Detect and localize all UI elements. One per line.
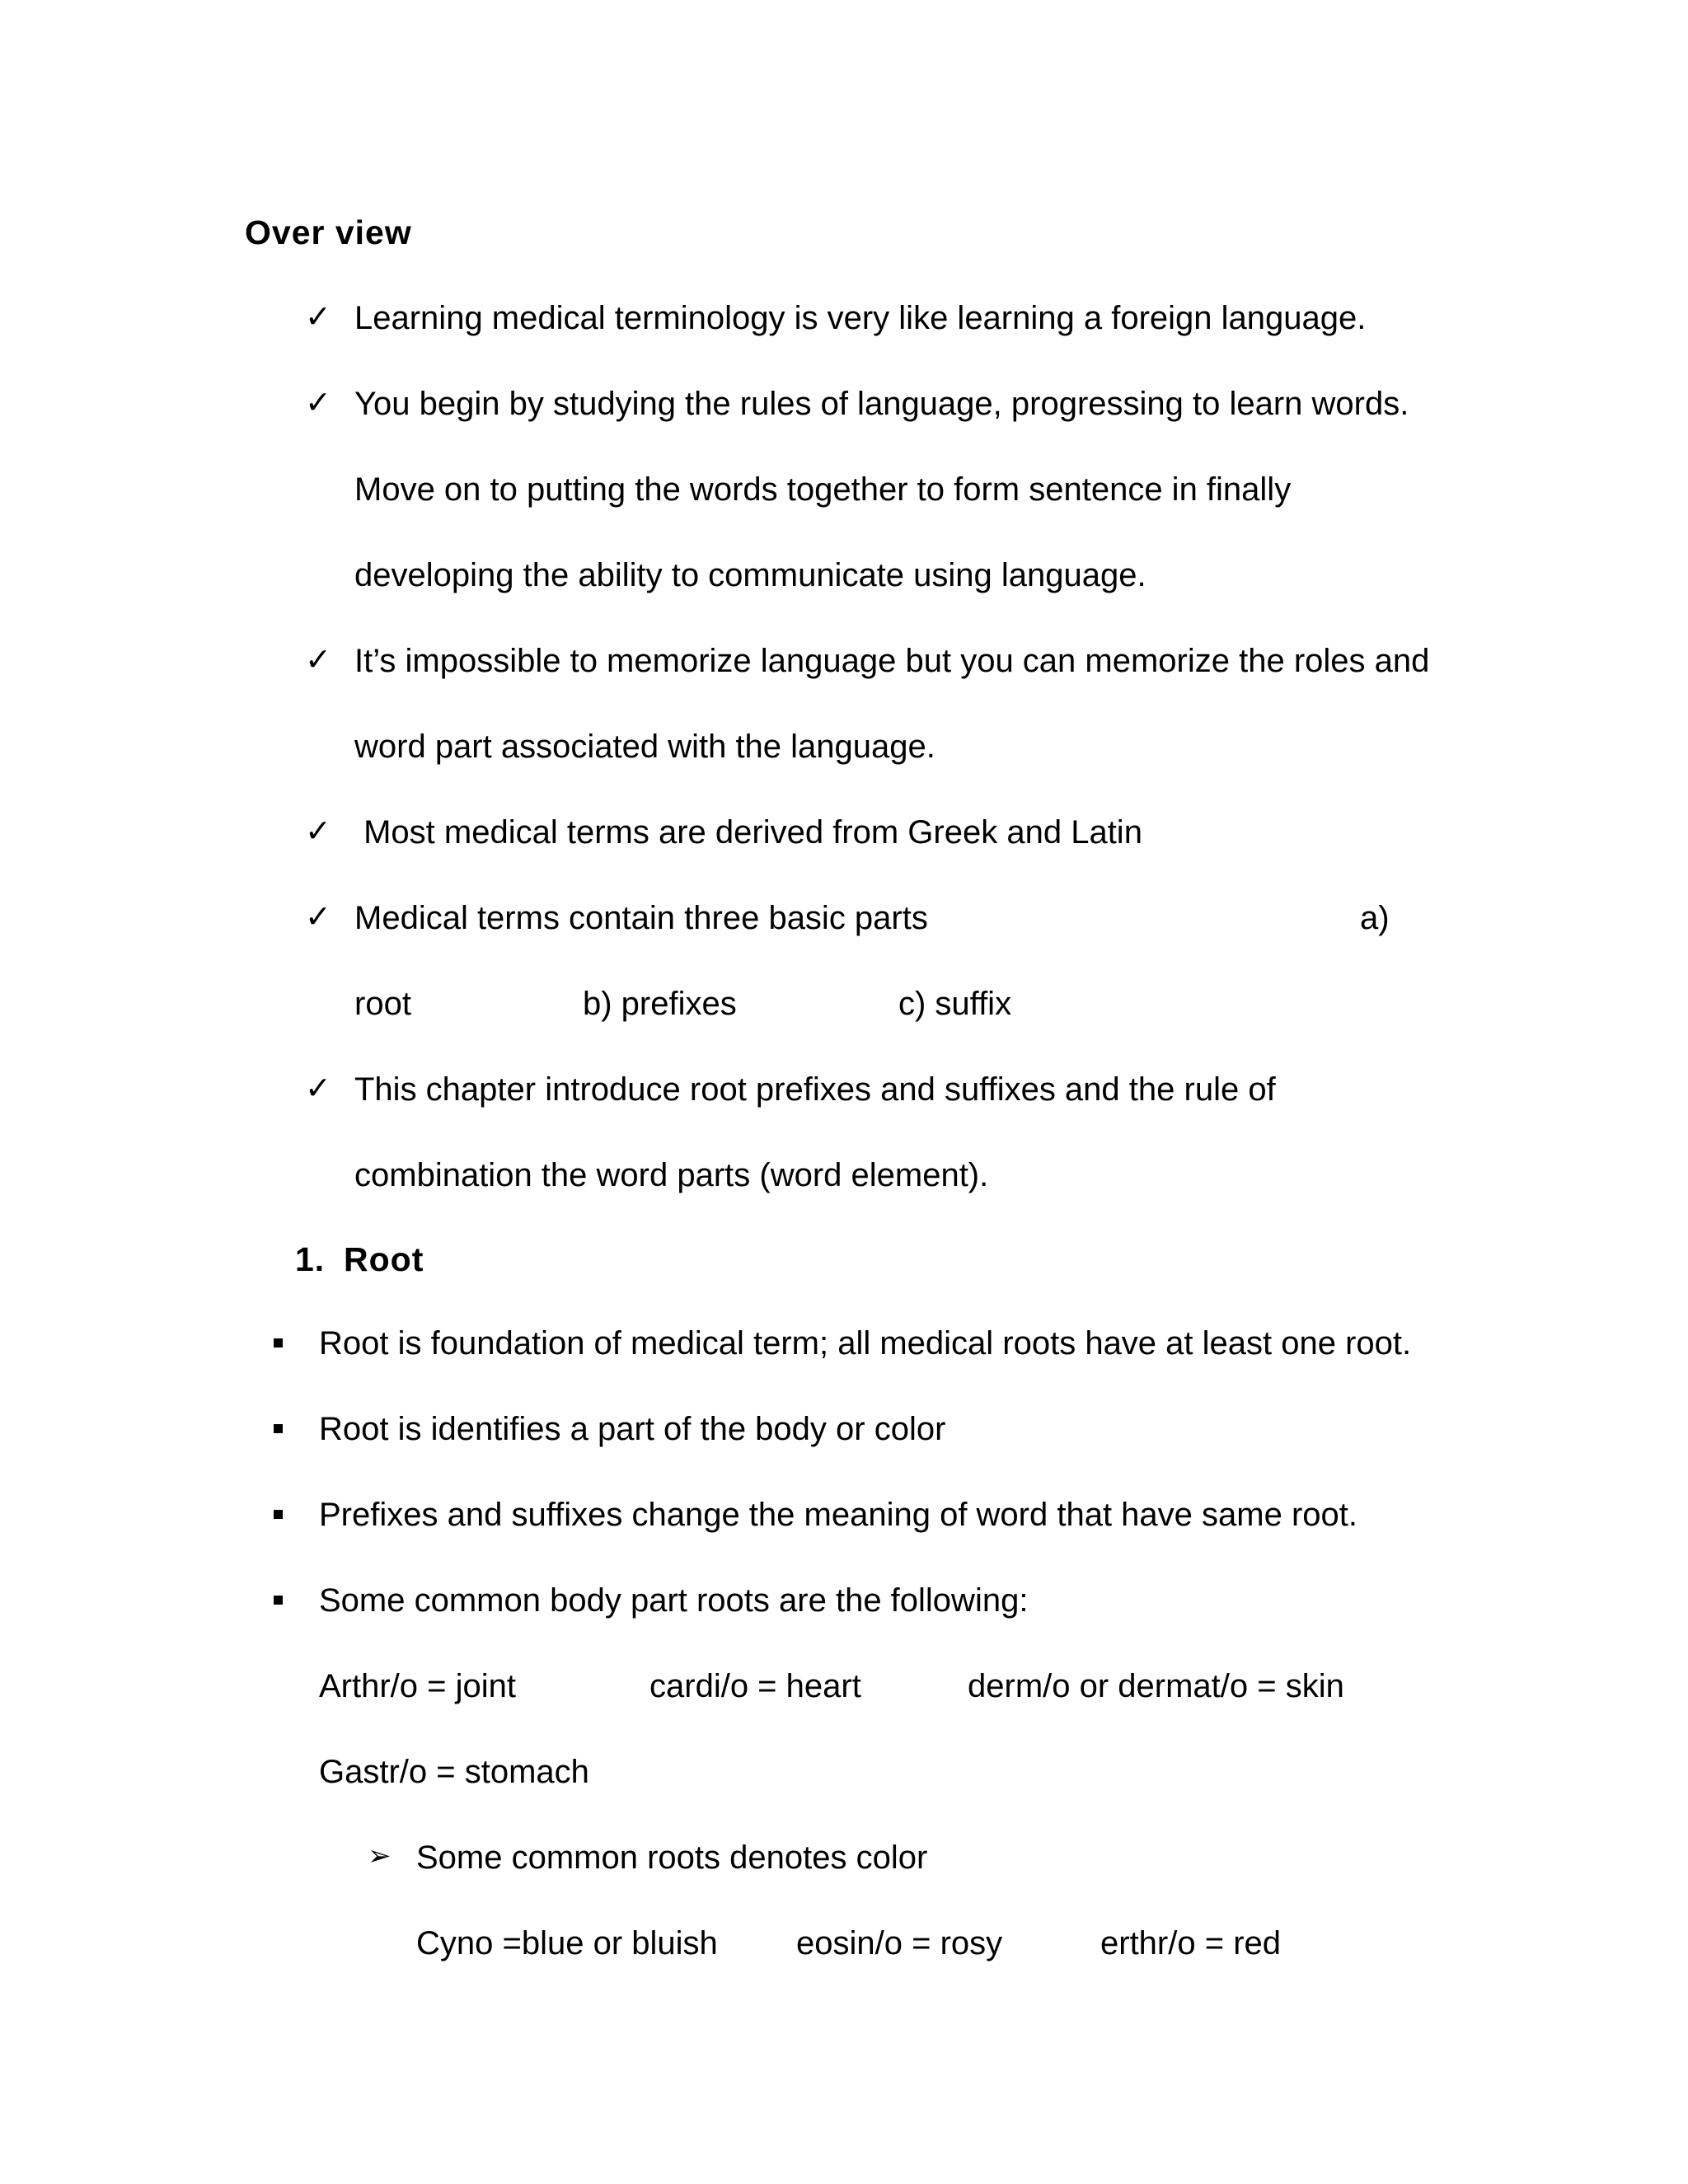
square-bullet-icon (274, 1510, 283, 1519)
square-bullet-icon (274, 1596, 283, 1605)
color-roots-intro: Some common roots denotes color (416, 1840, 928, 1876)
root-example-arthro: Arthr/o = joint (319, 1668, 517, 1704)
root-heading: Root (344, 1240, 424, 1278)
checkmark-icon: ✓ (305, 1070, 331, 1106)
overview-item-3-line-1: It’s impossible to memorize language but you can memorize the roles and (354, 643, 1430, 679)
overview-heading: Over view (245, 213, 412, 251)
square-bullet-icon (274, 1338, 283, 1347)
overview-item-5-part-a: a) (1360, 900, 1390, 936)
square-bullet-icon (274, 1424, 283, 1433)
color-root-eosino: eosin/o = rosy (796, 1925, 1003, 1961)
root-example-cardio: cardi/o = heart (649, 1668, 861, 1704)
overview-item-2-line-2: Move on to putting the words together to form sentence in finally (354, 471, 1292, 508)
root-example-gastro: Gastr/o = stomach (319, 1754, 589, 1790)
root-item-2: Root is identifies a part of the body or color (319, 1411, 946, 1447)
overview-item-5-root: root (354, 986, 411, 1022)
root-item-4: Some common body part roots are the following: (319, 1582, 1029, 1619)
overview-item-5-line-1: Medical terms contain three basic parts (354, 900, 928, 936)
root-heading-number: 1. (295, 1240, 326, 1278)
overview-item-3-line-2: word part associated with the language. (354, 729, 935, 765)
overview-item-5-prefixes: b) prefixes (583, 986, 737, 1022)
overview-item-1-line-1: Learning medical terminology is very like learning a foreign language. (354, 300, 1367, 336)
arrow-bullet-icon: ➢ (368, 1840, 392, 1872)
color-root-erthro: erthr/o = red (1100, 1925, 1282, 1961)
overview-item-6-line-2: combination the word parts (word element). (354, 1157, 989, 1193)
checkmark-icon: ✓ (305, 898, 331, 935)
overview-item-5-suffix: c) suffix (898, 986, 1012, 1022)
checkmark-icon: ✓ (305, 298, 331, 335)
checkmark-icon: ✓ (305, 641, 331, 677)
root-item-3: Prefixes and suffixes change the meaning of word that have same root. (319, 1497, 1357, 1533)
root-item-1: Root is foundation of medical term; all medical roots have at least one root. (319, 1325, 1412, 1361)
overview-item-6-line-1: This chapter introduce root prefixes and suffixes and the rule of (354, 1071, 1276, 1108)
color-root-cyno: Cyno =blue or bluish (416, 1925, 718, 1961)
overview-item-2-line-1: You begin by studying the rules of language, progressing to learn words. (354, 386, 1409, 422)
root-example-dermo: derm/o or dermat/o = skin (968, 1668, 1344, 1704)
checkmark-icon: ✓ (305, 813, 331, 849)
overview-item-4-line-1: Most medical terms are derived from Greek and Latin (354, 814, 1142, 851)
overview-item-2-line-3: developing the ability to communicate using language. (354, 557, 1146, 593)
checkmark-icon: ✓ (305, 384, 331, 420)
